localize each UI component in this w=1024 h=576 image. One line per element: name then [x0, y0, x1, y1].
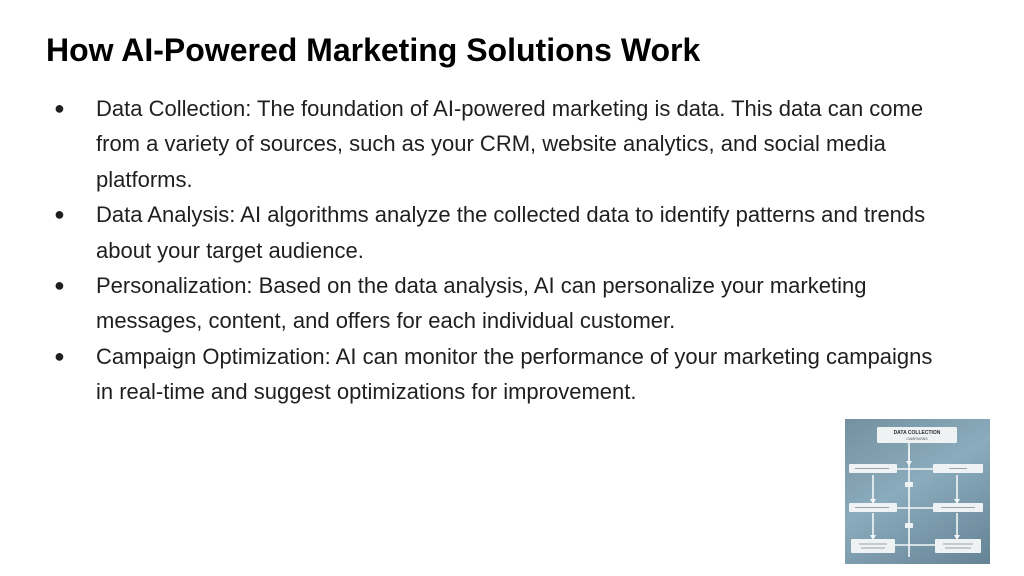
- bullet-list: [50, 91, 950, 410]
- bullet-item: [50, 197, 950, 268]
- bullet-text: Personalization: Based on the data analysis, AI can personalize your marketing messages, content, and offers for each individual customer.: [96, 273, 867, 334]
- bullet-dot-icon: ●: [54, 275, 65, 296]
- bullet-text: Campaign Optimization: AI can monitor the performance of your marketing campaigns in real-time and suggest optimizations for improvement.: [96, 343, 933, 405]
- flowchart-diagram-icon: [845, 419, 990, 564]
- bullet-dot-icon: ●: [54, 345, 65, 366]
- bullet-dot-icon: ●: [54, 98, 65, 118]
- svg-text:DATA COLLECTION: DATA COLLECTION: [893, 430, 941, 436]
- bullet-text: Data Analysis: AI algorithms analyze the collected data to identify patterns and trends about your target audience.: [96, 202, 926, 263]
- svg-text:CAMPAIGNS: CAMPAIGNS: [906, 437, 928, 441]
- bullet-item: [50, 268, 950, 339]
- bullet-dot-icon: ●: [54, 204, 65, 225]
- bullet-item: [50, 91, 950, 197]
- slide-title: How AI-Powered Marketing Solutions Work: [46, 32, 701, 68]
- flowchart-photo: [845, 419, 990, 564]
- bullet-item: [50, 339, 950, 410]
- bullet-text: Data Collection: The foundation of AI-powered marketing is data. This data can come from a variety of sources, such as your CRM, website analytics, and social media platforms.: [96, 96, 924, 192]
